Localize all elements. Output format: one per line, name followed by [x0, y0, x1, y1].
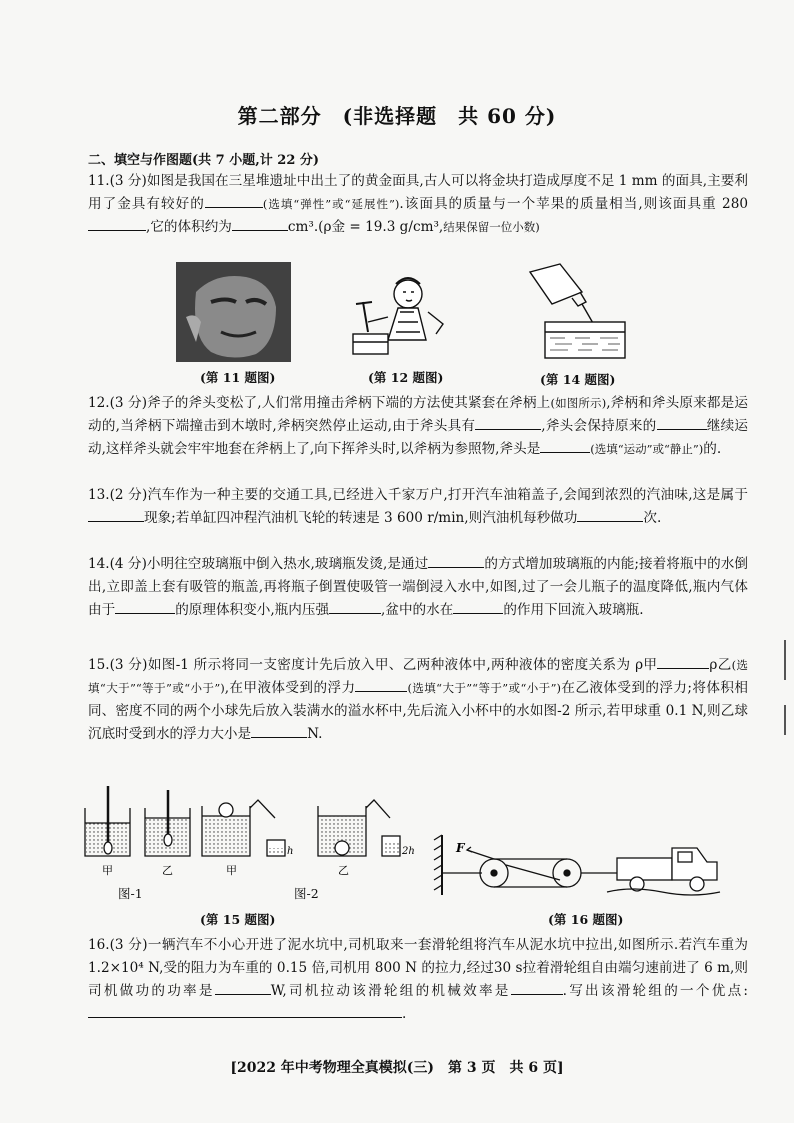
q12-text-1: 12.(3 分)斧子的斧头变松了,人们常用撞击斧柄下端的方法使其紧套在斧柄上: [88, 395, 551, 411]
q16-text-4: .: [402, 1006, 407, 1022]
fig15-label-jia2: 甲: [226, 864, 237, 877]
q12-text-3: ,斧头会保持原来的: [541, 418, 657, 434]
q12-note-2: (选填“运动”或“静止”): [590, 442, 704, 456]
q16-blank-1[interactable]: [215, 980, 271, 995]
question-15: [88, 654, 748, 746]
fig15-label-yi1: 乙: [162, 864, 173, 877]
q11-note-2: 结果保留一位小数): [443, 220, 540, 234]
fig15-caption: (第 15 题图): [200, 912, 276, 927]
gold-mask-photo: [176, 262, 291, 362]
bottle-basin-figure: [520, 262, 630, 362]
q15-note-2: (选填“大于”“等于”或“小于”): [407, 681, 561, 695]
fig15-sub2-label: 图-2: [294, 886, 319, 901]
q15-text-2: ρ乙: [709, 657, 732, 673]
q11-text-4: cm³.(ρ金 = 19.3 g/cm³,: [287, 219, 444, 235]
q12-note-1: (如图所示): [550, 396, 607, 410]
q14-text-2: 的方式增加玻璃瓶的内能;接着将瓶中的水倒出,立即盖上套有吸管的瓶盖,再将瓶子倒置使吸管一端倒浸入水中,如图,过了一会儿瓶子的温度降低,瓶内气体由于: [88, 556, 748, 618]
question-14: [88, 553, 748, 622]
fig16-caption: (第 16 题图): [548, 912, 624, 927]
fig11-caption: (第 11 题图): [200, 370, 276, 385]
question-16: [88, 934, 748, 1026]
fig15-label-2h: 2h: [402, 846, 415, 857]
q11-text-2: .该面具的质量与一个苹果的质量相当,则该面具重 280: [399, 196, 748, 212]
q14-text-5: 的作用下回流入玻璃瓶.: [503, 602, 644, 618]
q14-blank-3[interactable]: [329, 599, 381, 614]
q12-text-5: 的.: [703, 441, 722, 457]
q12-text-2: ,斧柄和斧头原来都是运动的,当斧柄下端撞击到木墩时,斧柄突然停止运动,由于斧头具有: [88, 395, 748, 434]
q15-text-4: 在乙液体受到的浮力;将体积相同、密度不同的两个小球先后放入装满水的溢水杯中,先后流入小杯中的水如图-2 所示,若甲球重 0.1 N,则乙球沉底时受到水的浮力大小是: [88, 680, 748, 742]
fig12-caption: (第 12 题图): [368, 370, 444, 385]
scan-edge-mark: [784, 705, 786, 735]
q15-blank-2[interactable]: [355, 677, 407, 692]
question-12: [88, 392, 748, 461]
q13-text-3: 次.: [643, 510, 662, 526]
q15-blank-1[interactable]: [657, 654, 709, 669]
q15-text-1: 15.(3 分)如图-1 所示将同一支密度计先后放入甲、乙两种液体中,两种液体的密度关系为 ρ甲: [88, 657, 658, 673]
q12-text-4: 继续运动,这样斧头就会牢牢地套在斧柄上了,向下挥斧头时,以斧柄为参照物,斧头是: [88, 418, 749, 457]
question-13: [88, 484, 748, 530]
fig14-caption: (第 14 题图): [540, 372, 616, 387]
q14-blank-2[interactable]: [115, 599, 175, 614]
q14-blank-4[interactable]: [453, 599, 503, 614]
q14-text-4: ,盆中的水在: [381, 602, 454, 618]
q15-text-5: N.: [307, 726, 323, 742]
q16-blank-2[interactable]: [511, 980, 563, 995]
q13-text-2: 现象;若单缸四冲程汽油机飞轮的转速是 3 600 r/min,则汽油机每秒做功: [144, 510, 578, 526]
fig16-pulley-truck: [432, 830, 722, 900]
q14-blank-1[interactable]: [428, 553, 484, 568]
q13-blank-2[interactable]: [577, 507, 643, 522]
q11-text-3: ,它的体积约为: [146, 219, 232, 235]
q11-note-1: (选填“弹性”或“延展性”): [262, 197, 400, 211]
q12-blank-3[interactable]: [540, 438, 590, 453]
q11-blank-2[interactable]: [88, 216, 146, 231]
q15-note-1: (选填“大于”“等于”或“小于”): [88, 658, 748, 695]
q14-text-1: 14.(4 分)小明往空玻璃瓶中倒入热水,玻璃瓶发烫,是通过: [88, 556, 429, 572]
q11-blank-1[interactable]: [205, 193, 263, 208]
q13-blank-1[interactable]: [88, 507, 144, 522]
q11-text-1: 11.(3 分)如图是我国在三星堆遗址中出土了的黄金面具,古人可以将金块打造成厚度不足 1 mm 的面具,主要利用了金具有较好的: [88, 173, 748, 212]
q14-text-3: 的原理体积变小,瓶内压强: [175, 602, 330, 618]
q16-blank-3[interactable]: [88, 1003, 402, 1018]
scan-edge-mark: [784, 640, 786, 680]
q16-text-3: .写出该滑轮组的一个优点:: [562, 983, 748, 999]
q15-text-3: ,在甲液体受到的浮力: [224, 680, 356, 696]
q16-text-1: 16.(3 分)一辆汽车不小心开进了泥水坑中,司机取来一套滑轮组将汽车从泥水坑中拉出,如图所示.若汽车重为 1.2×10⁴ N,受的阻力为车重的 0.15 倍,司机用 800 N 的拉力,经过30 s拉着滑轮组自由端匀速前进了 6 m,则司机做功的功率是: [88, 937, 748, 999]
fig15-label-jia1: 甲: [102, 864, 113, 877]
q12-blank-1[interactable]: [475, 415, 541, 430]
axe-cartoon: [348, 262, 463, 362]
question-11: [88, 170, 748, 239]
q13-text-1: 13.(2 分)汽车作为一种主要的交通工具,已经进入千家万户,打开汽车油箱盖子,会闻到浓烈的汽油味,这是属于: [88, 487, 748, 503]
fig15-sub1-label: 图-1: [118, 886, 143, 901]
page-title: 第二部分 (非选择题 共 60 分): [237, 104, 557, 128]
fig16-label-f: F: [456, 841, 465, 855]
section-heading: 二、填空与作图题(共 7 小题,计 22 分): [88, 153, 320, 168]
q11-blank-3[interactable]: [232, 216, 288, 231]
q15-blank-3[interactable]: [251, 723, 307, 738]
fig15-label-h: h: [287, 846, 294, 857]
q16-text-2: W,司机拉动该滑轮组的机械效率是: [270, 983, 511, 999]
q12-blank-2[interactable]: [657, 415, 707, 430]
fig15-diagram: [80, 778, 420, 886]
fig15-label-yi2: 乙: [338, 864, 349, 877]
page-footer: [2022 年中考物理全真模拟(三) 第 3 页 共 6 页]: [230, 1060, 564, 1076]
